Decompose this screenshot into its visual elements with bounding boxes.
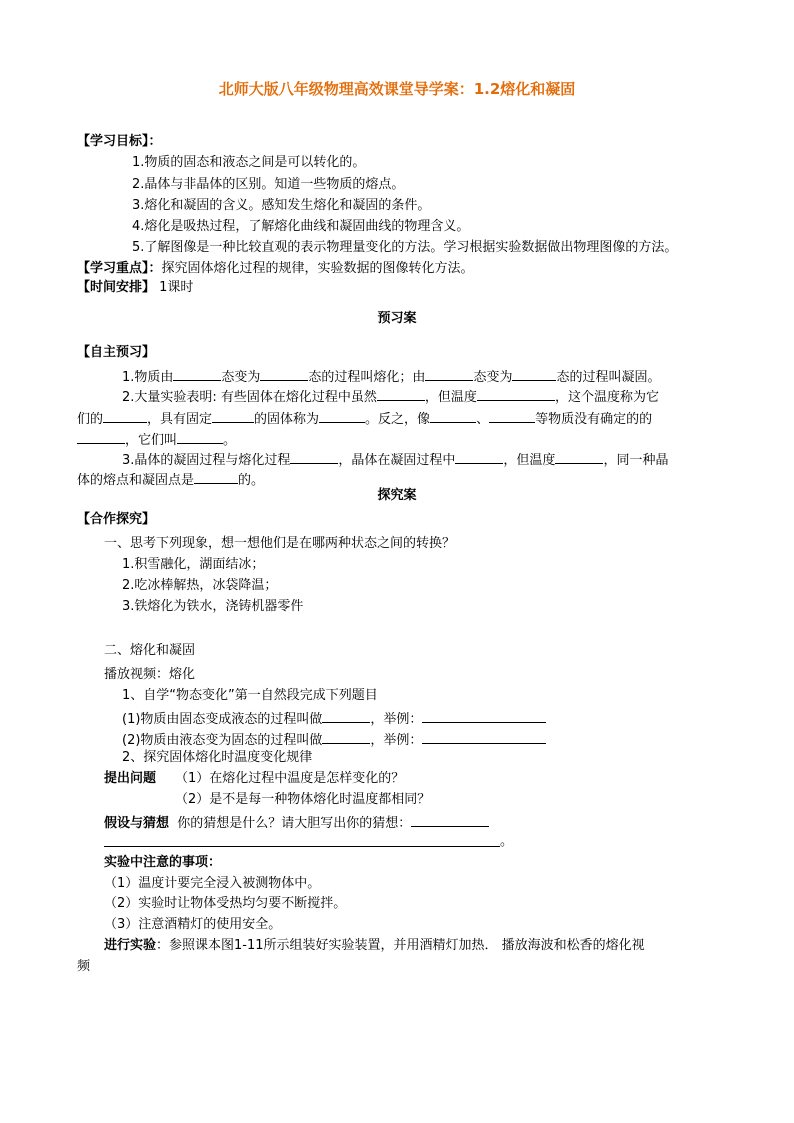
- part1-item: 1.积雪融化，湖面结冰；: [122, 557, 265, 572]
- blank[interactable]: [411, 813, 489, 827]
- blank[interactable]: [77, 430, 125, 444]
- step1b: (2)物质由液态变为固态的过程叫做 ，举例：: [122, 730, 546, 749]
- blank[interactable]: [322, 730, 370, 744]
- question-1: （1）在熔化过程中温度是怎样变化的？: [175, 771, 405, 786]
- focus-line: [77, 261, 474, 277]
- blank[interactable]: [377, 387, 425, 401]
- blank[interactable]: [290, 450, 338, 464]
- focus-text: 探究固体熔化过程的规律，实验数据的图像转化方法。: [161, 261, 474, 276]
- hypothesis-line: [104, 813, 489, 832]
- preview-q3-line1: 3.晶体的凝固过程与熔化过程 ，晶体在凝固过程中 ，但温度 ，同一种晶: [122, 450, 668, 469]
- hypothesis-text: 你的猜想是什么？请大胆写出你的猜想：: [177, 816, 412, 831]
- blank[interactable]: [260, 367, 308, 381]
- blank[interactable]: [489, 409, 535, 423]
- notes-heading: 实验中注意的事项：: [104, 855, 222, 870]
- preview-section-title: 预习案: [377, 311, 417, 326]
- page-title: 北师大版八年级物理高效课堂导学案：1.2熔化和凝固: [218, 80, 576, 98]
- note-item: （1）温度计要完全浸入被测物体中。: [104, 876, 321, 891]
- blank[interactable]: [425, 367, 473, 381]
- objective-item: 5.了解图像是一种比较直观的表示物理量变化的方法。学习根据实验数据做出物理图像的方法。: [132, 240, 678, 255]
- hypothesis-end: 。: [500, 834, 514, 849]
- part1-item: 2.吃冰棒解热，冰袋降温；: [122, 578, 278, 593]
- experiment-line: [104, 938, 645, 954]
- blank[interactable]: [212, 409, 254, 423]
- question-label: 提出问题: [104, 771, 157, 786]
- time-text: 1课时: [159, 280, 194, 295]
- objectives-heading: 【学习目标】：: [77, 134, 162, 149]
- blank[interactable]: [512, 367, 556, 381]
- part1-title: 一、思考下列现象，想一想他们是在哪两种状态之间的转换？: [104, 536, 456, 551]
- blank[interactable]: [422, 709, 546, 723]
- blank[interactable]: [194, 470, 238, 484]
- explore-heading: 【合作探究】: [77, 512, 156, 527]
- objective-item: 2.晶体与非晶体的区别。知道一些物质的熔点。: [132, 177, 405, 192]
- blank[interactable]: [477, 387, 555, 401]
- blank[interactable]: [173, 367, 221, 381]
- focus-heading: 【学习重点】：: [77, 261, 162, 276]
- note-item: （3）注意酒精灯的使用安全。: [104, 917, 282, 932]
- objective-item: 1.物质的固态和液态之间是可以转化的。: [132, 155, 366, 170]
- blank[interactable]: [422, 730, 546, 744]
- note-item: （2）实验时让物体受热均匀要不断搅拌。: [104, 896, 347, 911]
- preview-q3-line2: 体的熔点和凝固点是 的。: [77, 470, 264, 489]
- objective-item: 4.熔化是吸热过程，了解熔化曲线和凝固曲线的物理含义。: [132, 219, 470, 234]
- blank[interactable]: [455, 450, 503, 464]
- step2: 2、探究固体熔化时温度变化规律: [122, 750, 313, 765]
- blank[interactable]: [103, 409, 147, 423]
- preview-q2-line2: 们的 ，具有固定 的固体称为 。反之，像 、 等物质没有确定的的: [77, 409, 652, 428]
- explore-section-title: 探究案: [377, 488, 417, 503]
- time-line: [77, 280, 193, 296]
- blank[interactable]: [322, 709, 370, 723]
- part2-title: 二、熔化和凝固: [104, 643, 196, 658]
- question-2: （2）是不是每一种物体熔化时温度都相同？: [175, 792, 431, 807]
- preview-q1: 1.物质由 态变为 态的过程叫熔化；由 态变为 态的过程叫凝固。: [122, 367, 660, 386]
- blank[interactable]: [430, 409, 476, 423]
- objective-item: 3.熔化和凝固的含义。感知发生熔化和凝固的条件。: [132, 198, 431, 213]
- part1-item: 3.铁熔化为铁水，浇铸机器零件: [122, 599, 304, 614]
- blank[interactable]: [177, 430, 223, 444]
- experiment-text-cont: 频: [77, 959, 91, 974]
- preview-q2-line1: 2.大量实验表明: 有些固体在熔化过程中虽然 ，但温度 ，这个温度称为它: [122, 387, 659, 406]
- step1: 1、自学“物态变化”第一自然段完成下列题目: [122, 688, 378, 703]
- step1a: (1)物质由固态变成液态的过程叫做 ，举例：: [122, 709, 546, 728]
- hypothesis-answer-line[interactable]: [104, 846, 500, 847]
- hypothesis-label: 假设与猜想: [104, 816, 170, 831]
- blank[interactable]: [319, 409, 365, 423]
- preview-q2-line3: ，它们叫 。: [77, 430, 236, 449]
- time-heading: 【时间安排】: [77, 280, 156, 295]
- preview-heading: 【自主预习】: [77, 345, 156, 360]
- blank[interactable]: [555, 450, 603, 464]
- experiment-label: 进行实验: [104, 938, 157, 953]
- video-label: 播放视频：熔化: [104, 667, 196, 682]
- experiment-text: ：参照课本图1-11所示组装好实验装置，并用酒精灯加热． 播放海波和松香的熔化视: [156, 938, 645, 953]
